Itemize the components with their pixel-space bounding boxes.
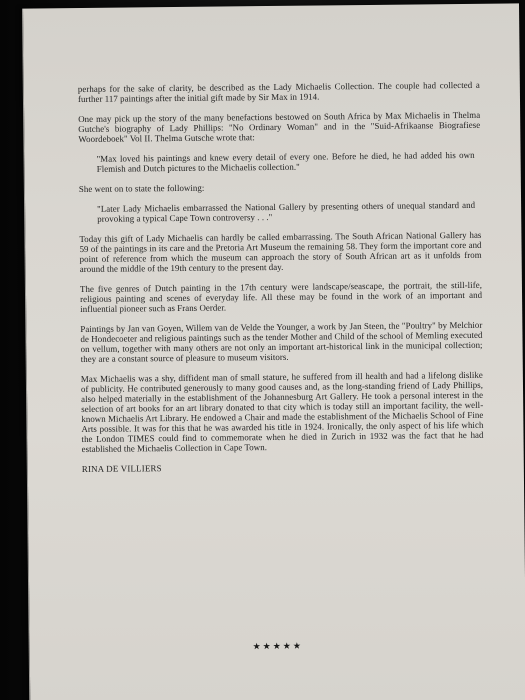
paragraph-max-michaelis: Max Michaelis was a shy, diffident man of small stature, he suffered from ill health and had a lifelong dislike of publicity. He contributed generously to many good causes and, as the long-standing friend of Lady Phillips, also helped materially in the establishment of the Johannesburg Art Gallery. He took a personal interest in the selection of art books for an art library donated to that city which is today still an important facility, the well-known Michaelis Art Library. He endowed a Chair and made the establishment of the Michaelis School of Fine Arts possible. It was for this that he was awarded his title in 1924. Ironically, the only aspect of his life which the London TIMES could find to commemorate when he died in Zurich in 1932 was the fact that he had established the Michaelis Collection in Cape Town.: [80, 369, 484, 455]
paragraph-went-on: She went on to state the following:: [78, 182, 205, 195]
paragraph-collection-intro: perhaps for the sake of clarity, be described as the Lady Michaelis Collection. The couple had collected a further 117 paintings after the initial gift made by Sir Max in 1914.: [77, 79, 480, 105]
document-page: [22, 3, 525, 700]
paragraph-today-gift: Today this gift of Lady Michaelis can hardly be called embarrassing. The South African National Gallery has 59 of the paintings in its care and the Pretoria Art Museum the remaining 58. They form the important core and point of reference from which the museum can approach the story of South African art as it unfolds from around the middle of the 19th century to the present day.: [79, 229, 482, 275]
star-ornament-icon: ★★★★★: [252, 641, 303, 653]
quote-gutsche: "Max loved his paintings and knew every detail of every one. Before he died, he had added his own Flemish and Dutch pictures to the Michaelis collection.": [96, 149, 475, 174]
paragraph-benefactions: One may pick up the story of the many benefactions bestowed on South Africa by Max Michaelis in Thelma Gutche's biography of Lady Phillips: "No Ordinary Woman" and in the "Suid-Afrikaanse Biografiese Woordeboek" Vol II. Thelma Gutsche wrote that:: [78, 109, 481, 145]
quote-controversy: "Later Lady Michaelis embarrassed the National Gallery by presenting others of unequal standard and provoking a typical Cape Town controversy . . .": [97, 199, 476, 224]
document-body: [78, 80, 484, 474]
paragraph-five-genres: The five genres of Dutch painting in the 17th century were landscape/seascape, the portrait, the still-life, religious painting and scenes of everyday life. All these may be found in the work of an important and influential pioneer such as Frans Oerder.: [79, 279, 483, 315]
author-signature: RINA DE VILLIERS: [81, 463, 162, 475]
paragraph-paintings: Paintings by Jan van Goyen, Willem van de Velde the Younger, a work by Jan Steen, the "Poultry" by Melchior de Hondecoeter and religious paintings such as the tender Mother and Child of the school of Memling executed on vellum, together with many others are not only an important art-historical link in the municipal collection; they are a constant source of pleasure to museum visitors.: [80, 319, 483, 365]
